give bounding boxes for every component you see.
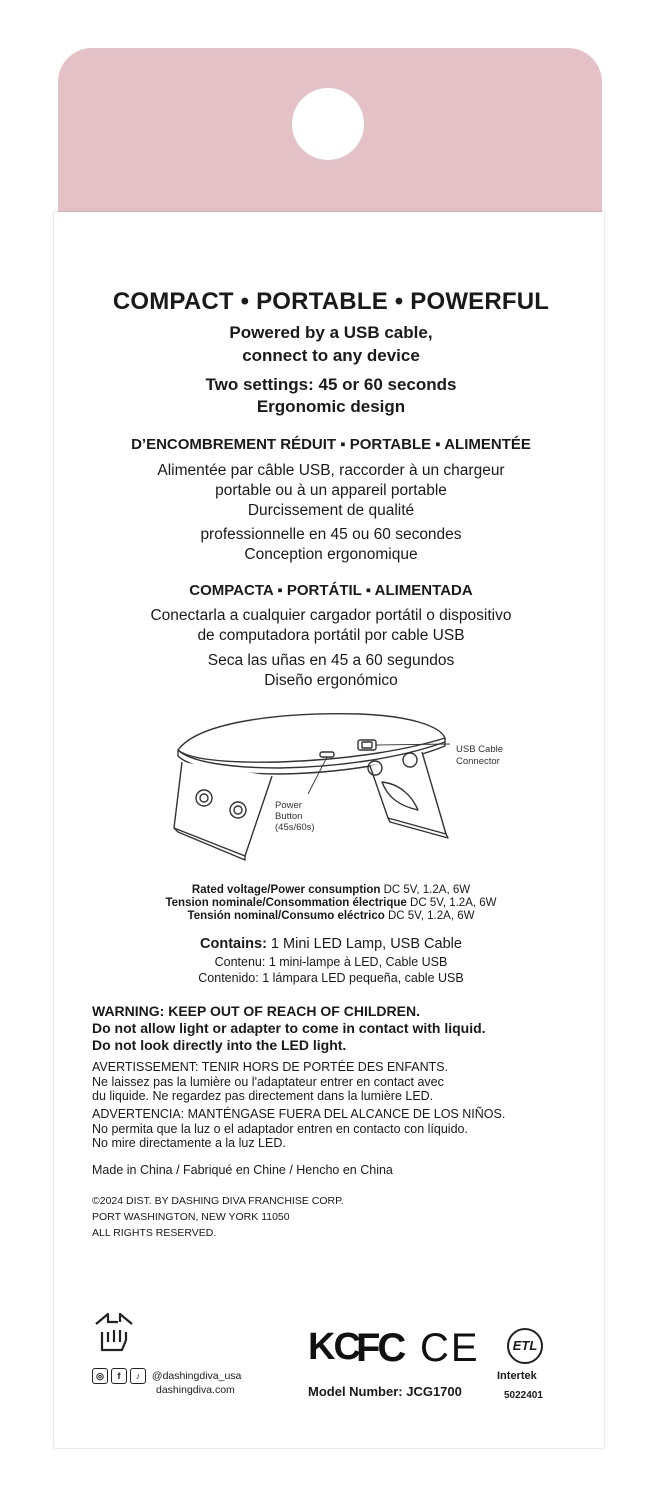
warning-fr-2: Ne laissez pas la lumière ou l'adaptateur entrer en contact avec: [92, 1075, 444, 1089]
spanish-line-2: de computadora portátil por cable USB: [197, 627, 465, 644]
headline: COMPACT • PORTABLE • POWERFUL: [112, 288, 550, 315]
power-label-line-3: (45s/60s): [275, 822, 315, 833]
french-line-3: Durcissement de qualité: [247, 502, 415, 519]
french-line-5: Conception ergonomique: [244, 546, 418, 563]
spec-fr-label: Tension nominale/Consommation électrique: [165, 897, 407, 909]
lamp-diagram: [160, 700, 520, 880]
warning-en-3: Do not look directly into the LED light.: [92, 1037, 347, 1053]
warning-en-2: Do not allow light or adapter to come in contact with liquid.: [92, 1020, 486, 1036]
kc-mark-icon: KC: [308, 1326, 359, 1368]
etl-mark-icon: [500, 1326, 550, 1366]
recycle-hand-icon: [92, 1310, 136, 1359]
social-block: [92, 1368, 241, 1397]
intertek-text: Intertek: [497, 1370, 537, 1382]
spanish-line-4: Diseño ergonómico: [264, 672, 398, 689]
warning-fr-3: du liquide. Ne regardez pas directement dans la lumière LED.: [92, 1089, 434, 1103]
tiktok-icon[interactable]: ♪: [130, 1368, 146, 1384]
contains-en-value: 1 Mini LED Lamp, USB Cable: [266, 936, 462, 952]
spec-es-label: Tensión nominal/Consumo eléctrico: [187, 910, 385, 922]
french-line-1: Alimentée par câble USB, raccorder à un chargeur: [157, 462, 505, 479]
spec-fr: [0, 897, 662, 910]
social-handle[interactable]: @dashingdiva_usa: [151, 1369, 242, 1382]
copyright-line-2: PORT WASHINGTON, NEW YORK 11050: [92, 1211, 290, 1223]
hang-hole: [292, 88, 364, 160]
etl-text: ETL: [512, 1338, 538, 1353]
copyright-line-1: ©2024 DIST. BY DASHING DIVA FRANCHISE CORP.: [92, 1195, 344, 1207]
spec-en: [0, 884, 662, 897]
french-line-4: professionnelle en 45 ou 60 secondes: [200, 526, 462, 543]
website[interactable]: dashingdiva.com: [156, 1384, 235, 1396]
spec-es-value: DC 5V, 1.2A, 6W: [384, 910, 475, 922]
contains-en: [0, 936, 662, 953]
contains-fr: Contenu: 1 mini-lampe à LED, Cable USB: [214, 955, 448, 969]
power-label-line-2: Button: [275, 811, 303, 822]
spec-en-label: Rated voltage/Power consumption: [191, 884, 381, 896]
warning-es-1: ADVERTENCIA: MANTÉNGASE FUERA DEL ALCANCE DE LOS NIÑOS.: [92, 1107, 506, 1121]
french-line-2: portable ou à un appareil portable: [215, 482, 447, 499]
warning-es-3: No mire directamente a la luz LED.: [92, 1136, 286, 1150]
model-number: Model Number: JCG1700: [308, 1384, 462, 1399]
spec-es: [0, 910, 662, 923]
french-heading: D’ENCOMBREMENT RÉDUIT ▪ PORTABLE ▪ ALIMENTÉE: [131, 436, 531, 453]
spec-en-value: DC 5V, 1.2A, 6W: [380, 884, 471, 896]
facebook-icon[interactable]: f: [111, 1368, 127, 1384]
english-line-2: connect to any device: [242, 346, 420, 365]
spanish-line-3: Seca las uñas en 45 a 60 segundos: [207, 652, 455, 669]
english-line-4: Ergonomic design: [256, 397, 406, 416]
spanish-heading: COMPACTA ▪ PORTÁTIL ▪ ALIMENTADA: [189, 582, 473, 599]
contains-es: Contenido: 1 lámpara LED pequeña, cable USB: [198, 971, 464, 985]
usb-label-line-2: Connector: [456, 756, 500, 767]
warning-en-1: WARNING: KEEP OUT OF REACH OF CHILDREN.: [92, 1003, 420, 1019]
power-label-line-1: Power: [275, 800, 302, 811]
usb-label-line-1: USB Cable: [456, 744, 503, 755]
english-line-3: Two settings: 45 or 60 seconds: [205, 375, 457, 394]
lamp-illustration-icon: [160, 700, 520, 880]
cert-number: 5022401: [504, 1390, 543, 1401]
copyright-line-3: ALL RIGHTS RESERVED.: [92, 1227, 217, 1239]
warning-fr-1: AVERTISSEMENT: TENIR HORS DE PORTÉE DES ENFANTS.: [92, 1060, 449, 1074]
country-of-origin: Made in China / Fabriqué en Chine / Hencho en China: [92, 1163, 393, 1177]
warning-es-2: No permita que la luz o el adaptador entren en contacto con líquido.: [92, 1122, 468, 1136]
spanish-line-1: Conectarla a cualquier cargador portátil o dispositivo: [150, 607, 512, 624]
contains-en-label: Contains:: [200, 936, 267, 952]
fcc-mark-icon: FC: [356, 1326, 404, 1370]
instagram-icon[interactable]: ◎: [92, 1368, 108, 1384]
english-line-1: Powered by a USB cable,: [229, 323, 433, 342]
spec-fr-value: DC 5V, 1.2A, 6W: [406, 897, 497, 909]
ce-mark-icon: CE: [420, 1326, 480, 1370]
